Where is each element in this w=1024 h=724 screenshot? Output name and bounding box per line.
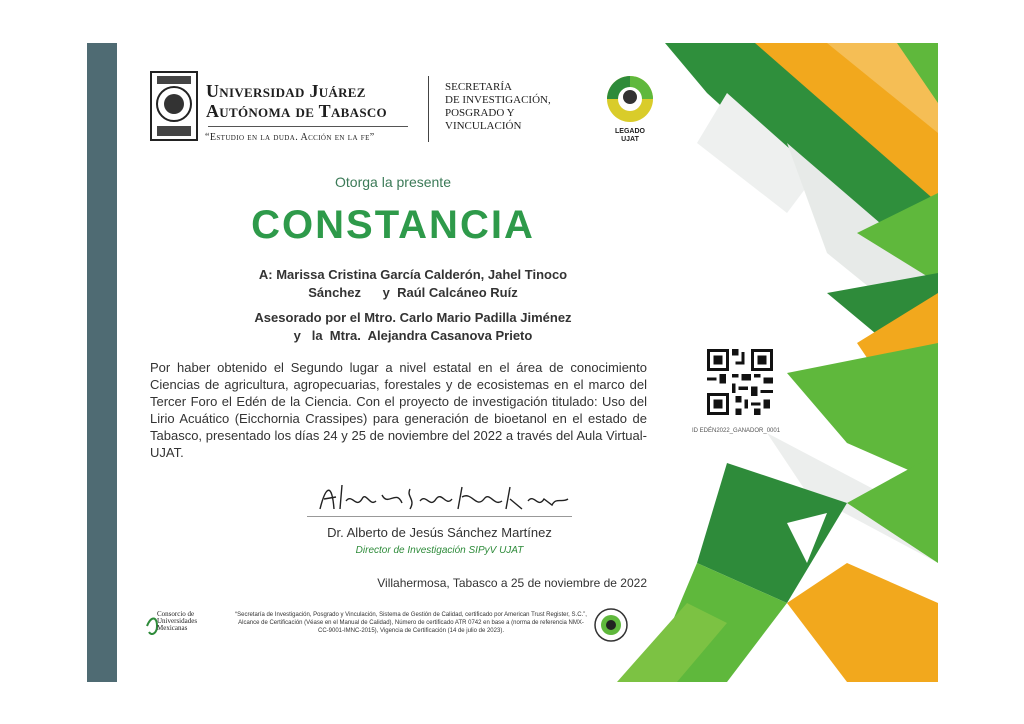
header-vertical-divider: [428, 76, 429, 142]
consorcio-line: Universidades: [157, 617, 198, 625]
signer-title: Director de Investigación SIPyV UJAT: [355, 545, 524, 556]
secretaria-line: SECRETARÍA: [445, 81, 512, 93]
certificate-title: CONSTANCIA: [251, 203, 535, 247]
qr-code-icon: [707, 349, 773, 415]
recipients-line: A: Marissa Cristina García Calderón, Jahel Tinoco: [258, 267, 568, 282]
university-name: [206, 81, 387, 121]
secretaria-line: VINCULACIÓN: [445, 120, 522, 132]
advisors-line: y la Mtra. Alejandra Casanova Prieto: [293, 328, 533, 343]
handwritten-signature: [312, 479, 572, 515]
university-divider: [208, 126, 408, 127]
recipients-line: Sánchez y Raúl Calcáneo Ruíz: [308, 285, 518, 300]
ujat-crest-icon: [149, 70, 199, 142]
legado-line2: UJAT: [621, 136, 639, 143]
place-date: Villahermosa, Tabasco a 25 de noviembre de 2022: [377, 576, 647, 590]
iso-certified-seal-icon: [593, 607, 629, 643]
certificate-sheet: [87, 43, 938, 682]
certificate-body: Por haber obtenido el Segundo lugar a nivel estatal en el área de conocimiento Ciencias de agricultura, agropecuarias, forestales y de ecosistemas en el marco del Tercer Foro el Edén de la Ciencia. Con el proyecto de investigación titulado: Uso del Lirio Acuático (Eicchornia Crassipes) para generación de bioetanol en el estado de Tabasco, presentado los días 24 y 25 de noviembre del 2022 a través del Aula Virtual-UJAT.: [150, 360, 647, 460]
signer-name: Dr. Alberto de Jesús Sánchez Martínez: [327, 525, 552, 540]
advisors-line: Asesorado por el Mtro. Carlo Mario Padilla Jiménez: [254, 310, 572, 325]
qr-id-label: ID EDÉN2022_GANADOR_0001: [692, 428, 781, 434]
legado-ujat-logo-icon: [605, 73, 655, 143]
signature-line: [307, 516, 572, 517]
consorcio-line: Mexicanas: [157, 624, 188, 632]
university-motto: “Estudio en la duda. Acción en la fe”: [205, 132, 375, 143]
legado-line1: LEGADO: [615, 128, 645, 135]
otorga-label: Otorga la presente: [335, 174, 451, 190]
consorcio-label: [157, 611, 197, 632]
advisors-block: [227, 309, 599, 345]
university-name-line2: Autónoma de Tabasco: [206, 101, 387, 121]
certification-note: “Secretaría de Investigación, Posgrado y Vinculación, Sistema de Gestión de Calidad, certificado por American Trust Register, S.C.”, Alcance de Certificación (Véase en el Manual de Calidad), Número de certificado ATR 0742 en base a (norma de referencia NMX-CC-9001-IMNC-2015), Vigencia de Certificación (14 de julio de 2023).: [235, 612, 587, 634]
consorcio-line: Consorcio de: [157, 610, 195, 618]
secretaria-line: POSGRADO Y: [445, 107, 515, 119]
secretaria-label: [445, 81, 551, 133]
recipients-block: [227, 266, 599, 302]
university-name-line1: Universidad Juárez: [206, 81, 366, 101]
secretaria-line: DE INVESTIGACIÓN,: [445, 94, 551, 106]
